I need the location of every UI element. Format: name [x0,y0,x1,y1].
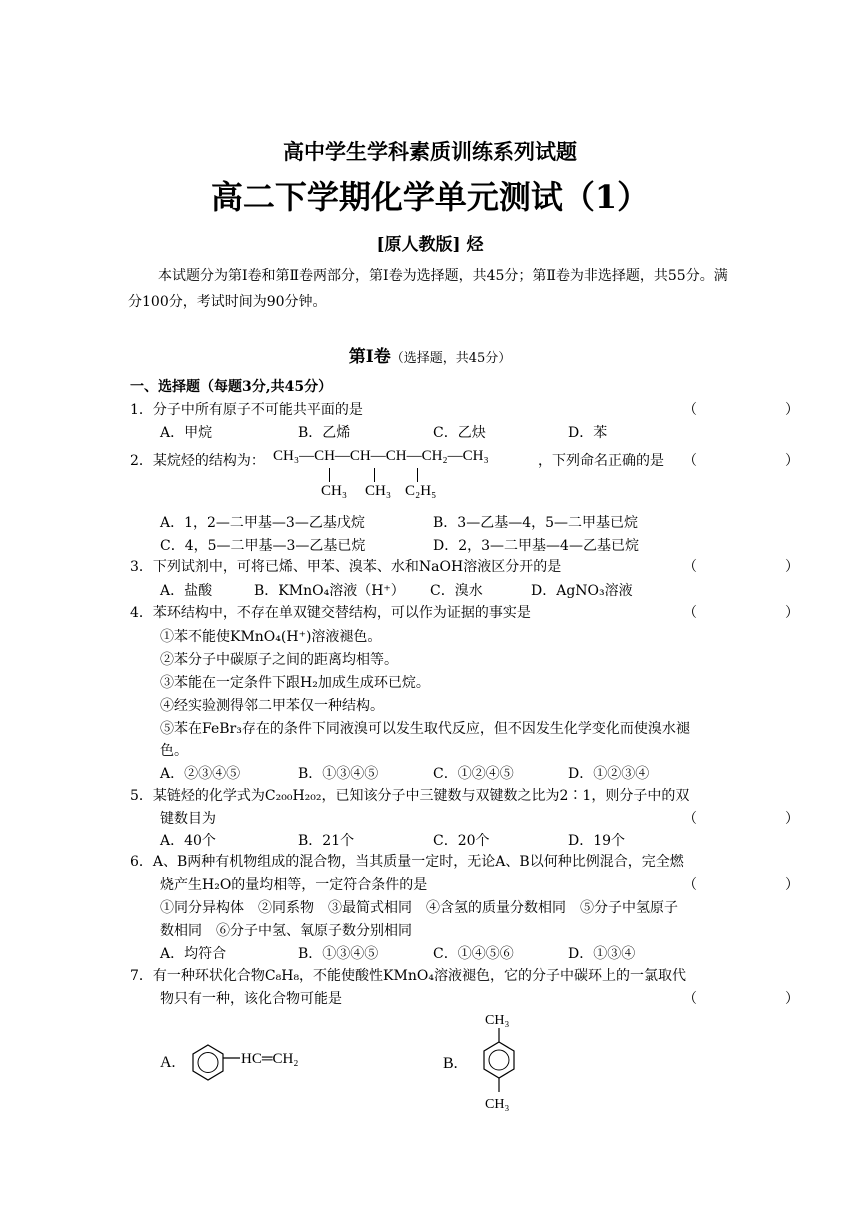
question-2-stem-post: ，下列命名正确的是 [538,453,664,469]
substituent-1: CH₃ [321,483,348,499]
q6-statements: ①同分异构体 ②同系物 ③最简式相同 ④含氢的质量分数相同 ⑤分子中氢原子 [160,900,678,916]
q4-statement-4: ④经实验测得邻二甲苯仅一种结构。 [160,698,384,714]
q1-option-d: D．苯 [568,425,608,441]
q1-option-b: B．乙烯 [298,425,351,441]
intro-paragraph: 本试题分为第Ⅰ卷和第Ⅱ卷两部分，第Ⅰ卷为选择题，共45分；第Ⅱ卷为非选择题，共55分。满分100分，考试时间为90分钟。 [128,268,728,310]
bond-line [417,468,418,482]
answer-paren-6: （ ） [683,877,819,893]
question-6-stem-cont: 烧产生H₂O的量均相等，一定符合条件的是 [160,877,428,893]
question-4-stem: 4．苯环结构中，不存在单双键交替结构，可以作为证据的事实是 [130,605,531,621]
part-one-label: 第Ⅰ卷 [348,347,391,367]
q5-option-d: D．19个 [568,833,626,849]
q5-option-b: B．21个 [298,833,355,849]
q2-option-b: B．3—乙基—4，5—二甲基已烷 [433,515,639,531]
q7-option-a-label: A. [160,1054,176,1071]
bond-line [374,468,375,482]
answer-paren-1: （ ） [683,402,819,418]
question-6-stem: 6．A、B两种有机物组成的混合物，当其质量一定时，无论A、B以何种比例混合，完全燃 [130,854,684,870]
series-title: 高中学生学科素质训练系列试题 [283,139,577,164]
question-1-stem: 1．分子中所有原子不可能共平面的是 [130,402,363,418]
answer-paren-2: （ ） [683,453,819,469]
q2-option-c: C．4，5—二甲基—3—乙基已烷 [160,538,366,554]
section-heading: 一、选择题（每题3分,共45分） [130,379,333,395]
q5-option-c: C．20个 [433,833,490,849]
question-7-stem: 7．有一种环状化合物C₈H₈，不能使酸性KMnO₄溶液褪色，它的分子中碳环上的一氯取代 [130,968,686,984]
q3-option-c: C．溴水 [430,583,483,599]
q5-option-a: A．40个 [160,833,216,849]
page-title: 高二下学期化学单元测试（1） [210,178,650,216]
q3-option-a: A．盐酸 [160,583,213,599]
question-3-stem: 3．下列试剂中，可将已烯、甲苯、溴苯、水和NaOH溶液区分开的是 [130,559,562,575]
q4-statement-3: ③苯能在一定条件下跟H₂加成生成环已烷。 [160,675,430,691]
part-one-note: （选择题，共45分） [390,351,512,366]
q7-option-b-label: B. [443,1055,458,1072]
q6-option-a: A．均符合 [160,946,227,962]
q7-option-b-top-methyl: CH₃ [485,1013,510,1028]
q6-option-b: B．①③④⑤ [298,946,379,962]
question-7-stem-cont: 物只有一种，该化合物可能是 [160,991,342,1007]
q4-option-b: B．①③④⑤ [298,766,379,782]
q3-option-b: B．KMnO₄溶液（H⁺） [254,583,405,599]
question-2-stem-pre: 2．某烷烃的结构为： [130,453,265,469]
benzene-ring-icon [484,1042,514,1078]
edition-subtitle: [原人教版] 烃 [376,235,484,255]
answer-paren-7: （ ） [683,991,819,1007]
q4-option-a: A．②③④⑤ [160,766,241,782]
q4-option-d: D．①②③④ [568,766,650,782]
substituent-3: C₂H₅ [405,483,437,499]
q4-statement-2: ②苯分子中碳原子之间的距离均相等。 [160,652,398,668]
q7-option-b-bottom-methyl: CH₃ [485,1097,510,1112]
answer-paren-3: （ ） [683,559,819,575]
question-5-stem-cont: 键数目为 [160,811,216,827]
q6-statements-cont: 数相同 ⑥分子中氢、氧原子数分别相同 [160,923,412,939]
answer-paren-4: （ ） [683,605,819,621]
substituent-2: CH₃ [365,483,392,499]
answer-paren-5: （ ） [683,811,819,827]
q4-statement-5-cont: 色。 [160,743,188,759]
q7-option-b-structure [435,1008,555,1116]
q6-option-c: C．①④⑤⑥ [433,946,514,962]
q6-option-d: D．①③④ [568,946,636,962]
benzene-ring-icon [193,1045,223,1080]
q7-option-a-vinyl-group: HC═CH₂ [241,1051,299,1067]
q7-option-a-structure [150,1025,350,1095]
question-5-stem: 5．某链烃的化学式为C₂₀₀H₂₀₂，已知该分子中三键数与双键数之比为2∶1，则分子中的双 [130,788,690,804]
q3-option-d: D．AgNO₃溶液 [531,583,633,599]
part-one-heading [0,342,860,367]
q4-option-c: C．①②④⑤ [433,766,514,782]
formula-main-chain: CH₃—CH—CH—CH—CH₂—CH₃ [273,448,489,464]
q1-option-c: C．乙炔 [433,425,486,441]
bond-line [329,468,330,482]
q4-statement-5: ⑤苯在FeBr₃存在的条件下同液溴可以发生取代反应，但不因发生化学变化而使溴水褪 [160,721,690,737]
q2-option-a: A．1，2—二甲基—3—乙基戊烷 [160,515,365,531]
q4-statement-1: ①苯不能使KMnO₄(H⁺)溶液褪色。 [160,629,382,645]
q1-option-a: A．甲烷 [160,425,213,441]
q2-option-d: D．2，3—二甲基—4—乙基已烷 [433,538,639,554]
